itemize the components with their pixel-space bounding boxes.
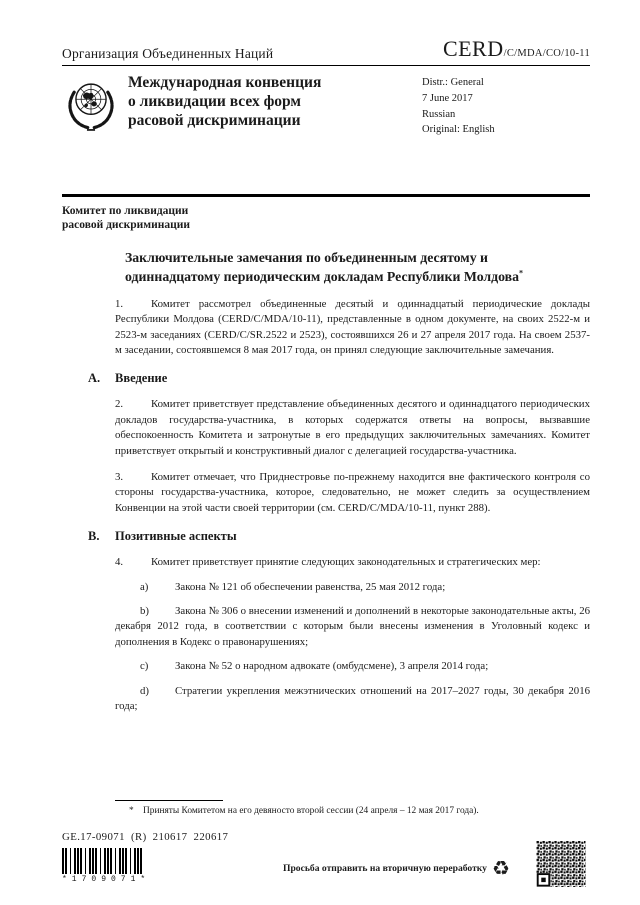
list-item-label: a) (140, 580, 149, 593)
document-symbol (443, 36, 590, 62)
ge-reference-number: GE.17-09071 (R) 210617 220617 (62, 831, 229, 843)
section-heading-b (88, 529, 590, 544)
list-item (115, 659, 590, 674)
paragraph-text: Комитет приветствует принятие следующих законодательных и стратегических мер: (151, 556, 541, 569)
distribution-block (422, 72, 590, 139)
paragraph-text: Комитет отмечает, что Приднестровье по-прежнему находится вне фактического контроля со стороны государства-участника, которое, следовательно, не может следить за осуществлением Конвенции на этой части своей территории (см. CERD/C/MDA/10-11, пункт 288). (115, 471, 590, 514)
footnote-marker: * (519, 267, 524, 277)
un-emblem-icon (62, 72, 128, 139)
recycle-text: Просьба отправить на вторичную переработку (283, 862, 487, 874)
section-letter: B. (88, 529, 100, 544)
distr-line: Distr.: General (422, 77, 484, 88)
masthead (62, 72, 590, 139)
paragraph-text: Комитет приветствует представление объединенных десятого и одиннадцатого периодических докладов государства-участника, в которых содержатся ответы на вопросы, вызвавшие обеспокоенность Комитета и затронутые в его предыдущих заключительных замечаниях. Комитет приветствует открытый и конструктивный диалог с делегацией государства-участника. (115, 398, 590, 457)
list-item-label: b) (140, 605, 149, 618)
page-title (125, 249, 557, 285)
document-symbol-main: CERD (442, 36, 504, 61)
section-letter: A. (88, 371, 101, 386)
paragraph-number: 3. (115, 471, 124, 484)
footnote-text (115, 805, 560, 817)
footnote-marker: * (129, 806, 134, 816)
paragraph-4 (115, 555, 590, 570)
section-title: Введение (115, 371, 168, 386)
original-language-line: Original: English (422, 124, 495, 136)
paragraph-2 (115, 397, 590, 459)
language-line: Russian (422, 108, 456, 120)
list-item-text: Закона № 306 о внесении изменений и дополнений в некоторые законодательные акты, 26 декабря 2012 года, в соответствии с которым были внесены изменения в Уголовный кодекс и дополнения в Кодекс о правонарушениях; (115, 605, 590, 648)
section-heading-a (88, 371, 590, 386)
footnote-divider (115, 800, 223, 801)
paragraph-number: 2. (115, 398, 124, 411)
qr-finder-pattern (537, 873, 551, 887)
paragraph-1 (115, 297, 590, 359)
list-item-text: Закона № 121 об обеспечении равенства, 25 мая 2012 года; (175, 580, 446, 593)
list-item-text: Закона № 52 о народном адвокате (омбудсмене), 3 апреля 2014 года; (175, 660, 489, 673)
footnote-body: Приняты Комитетом на его девяносто второй сессии (24 апреля – 12 мая 2017 года). (143, 806, 479, 816)
section-divider (62, 194, 590, 197)
list-item (115, 684, 590, 715)
section-title: Позитивные аспекты (115, 529, 237, 544)
convention-title (128, 72, 414, 139)
document-body (88, 297, 590, 715)
qr-code (536, 841, 586, 892)
document-symbol-suffix: /C/MDA/CO/10-11 (503, 48, 590, 59)
footnote (115, 800, 560, 817)
paragraph-number: 4. (115, 556, 124, 569)
page-header (62, 36, 590, 66)
convention-title-line: расовой дискриминации (128, 111, 301, 129)
page-title-text: Заключительные замечания по объединенным десятому и одиннадцатому периодическим докладам Республики Молдова (125, 250, 520, 284)
list-item-label: c) (140, 660, 149, 673)
recycle-icon: ♻ (491, 856, 510, 880)
list-item (115, 580, 590, 595)
list-item-label: d) (140, 684, 149, 697)
barcode-label: *1709071* (62, 875, 151, 884)
convention-title-line: Международная конвенция (128, 74, 322, 91)
date-line: 7 June 2017 (422, 92, 473, 104)
committee-name (62, 204, 590, 234)
paragraph-text: Комитет рассмотрел объединенные десятый и одиннадцатый периодические доклады Республики Молдова (CERD/C/MDA/10-11), представленные в одном документе, на своих 2522-м и 2523-м заседаниях (CERD/C/SR.2522 и 2523), состоявшихся 26 и 27 апреля 2017 года. На своем 2537-м заседании, состоявшемся 8 мая 2017 года, он принял следующие заключительные замечания. (115, 297, 590, 356)
committee-line: Комитет по ликвидации (62, 204, 189, 217)
list-item-text: Стратегии укрепления межэтнических отношений на 2017–2027 годы, 30 декабря 2016 года; (115, 684, 590, 713)
barcode-bars (62, 848, 142, 874)
organization-name: Организация Объединенных Наций (62, 46, 274, 61)
barcode (62, 848, 151, 884)
paragraph-number: 1. (115, 297, 124, 310)
convention-title-line: о ликвидации всех форм (128, 92, 301, 110)
list-item (115, 604, 590, 650)
committee-line: расовой дискриминации (62, 219, 191, 232)
recycle-notice (283, 858, 510, 878)
paragraph-3 (115, 470, 590, 516)
